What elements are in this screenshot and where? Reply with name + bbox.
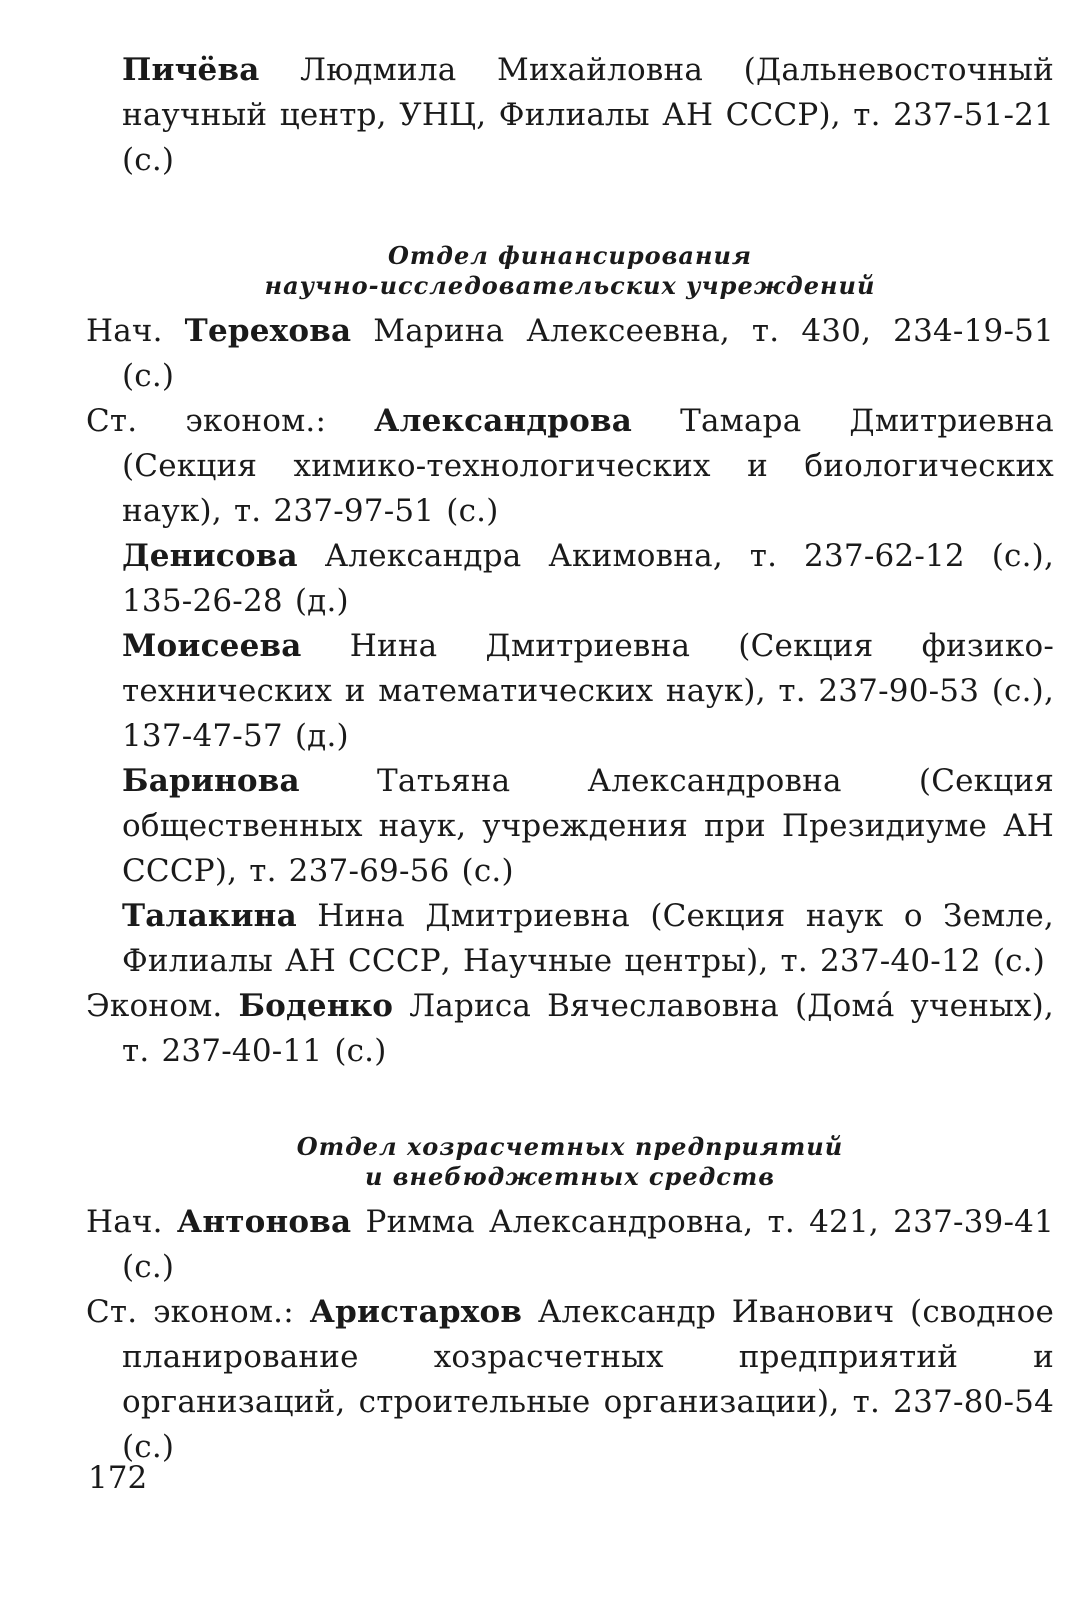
entry-aleksandrova [86, 399, 1054, 534]
entry-details: Людмила Михайловна (Дальневосточный научный центр, УНЦ, Филиалы АН СССР), т. 237-51-21 (с.) [122, 52, 1054, 178]
entry-details: Нина Дмитриевна (Секция наук о Земле, Филиалы АН СССР, Научные центры), т. 237-40-12 (с.) [122, 898, 1054, 979]
section-spacer [86, 183, 1054, 241]
entry-aristarkhov [86, 1290, 1054, 1470]
position-label: Эконом. [86, 988, 239, 1024]
position-label: Нач. [86, 1204, 177, 1240]
person-name: Александрова [374, 403, 633, 439]
person-name: Пичёва [122, 52, 260, 88]
page-number: 172 [88, 1460, 148, 1496]
person-name: Аристархов [309, 1294, 523, 1330]
person-name: Баринова [122, 763, 300, 799]
entry-details: Татьяна Александровна (Секция общественных наук, учреждения при Президиуме АН СССР), т. 237-69-56 (с.) [122, 763, 1054, 889]
entry-details: Александр Иванович (сводное планирование хозрасчетных предприятий и организаций, строительные организации), т. 237-80-54 (с.) [122, 1294, 1054, 1465]
entry-terekhova [86, 309, 1054, 399]
entry-details: Тамара Дмитриевна (Секция химико-технологических и биологических наук), т. 237-97-51 (с.) [122, 403, 1054, 529]
heading-line: Отдел хозрасчетных предприятий [296, 1132, 844, 1161]
spacer [86, 301, 1054, 309]
entry-barinova [86, 759, 1054, 894]
person-name: Антонова [176, 1204, 352, 1240]
person-name: Денисова [122, 538, 298, 574]
entry-details: Римма Александровна, т. 421, 237-39-41 (с.) [122, 1204, 1054, 1285]
section-heading-self-financing [86, 1132, 1054, 1192]
position-label: Ст. эконом.: [86, 403, 375, 439]
entry-moiseeva [86, 624, 1054, 759]
entry-bodenko [86, 984, 1054, 1074]
spacer [86, 1192, 1054, 1200]
entry-details: Марина Алексеевна, т. 430, 234-19-51 (с.) [122, 313, 1054, 394]
heading-line: и внебюджетных средств [364, 1162, 776, 1191]
person-name: Талакина [122, 898, 297, 934]
entry-details: Нина Дмитриевна (Секция физико-технических и математических наук), т. 237-90-53 (с.), 137-47-57 (д.) [122, 628, 1054, 754]
entry-details: Лариса Вячеславовна (Домá ученых), т. 237-40-11 (с.) [122, 988, 1054, 1069]
entry-picheva [86, 48, 1054, 183]
position-label: Ст. эконом.: [86, 1294, 310, 1330]
directory-page [86, 48, 1054, 1470]
person-name: Терехова [184, 313, 352, 349]
person-name: Моисеева [122, 628, 302, 664]
entry-details: Александра Акимовна, т. 237-62-12 (с.), 135-26-28 (д.) [122, 538, 1054, 619]
heading-line: Отдел финансирования [387, 241, 753, 270]
entry-denisova [86, 534, 1054, 624]
person-name: Боденко [238, 988, 394, 1024]
heading-line: научно-исследовательских учреждений [264, 271, 876, 300]
section-spacer [86, 1074, 1054, 1132]
position-label: Нач. [86, 313, 185, 349]
entry-talakina [86, 894, 1054, 984]
section-heading-financing [86, 241, 1054, 301]
entry-antonova [86, 1200, 1054, 1290]
